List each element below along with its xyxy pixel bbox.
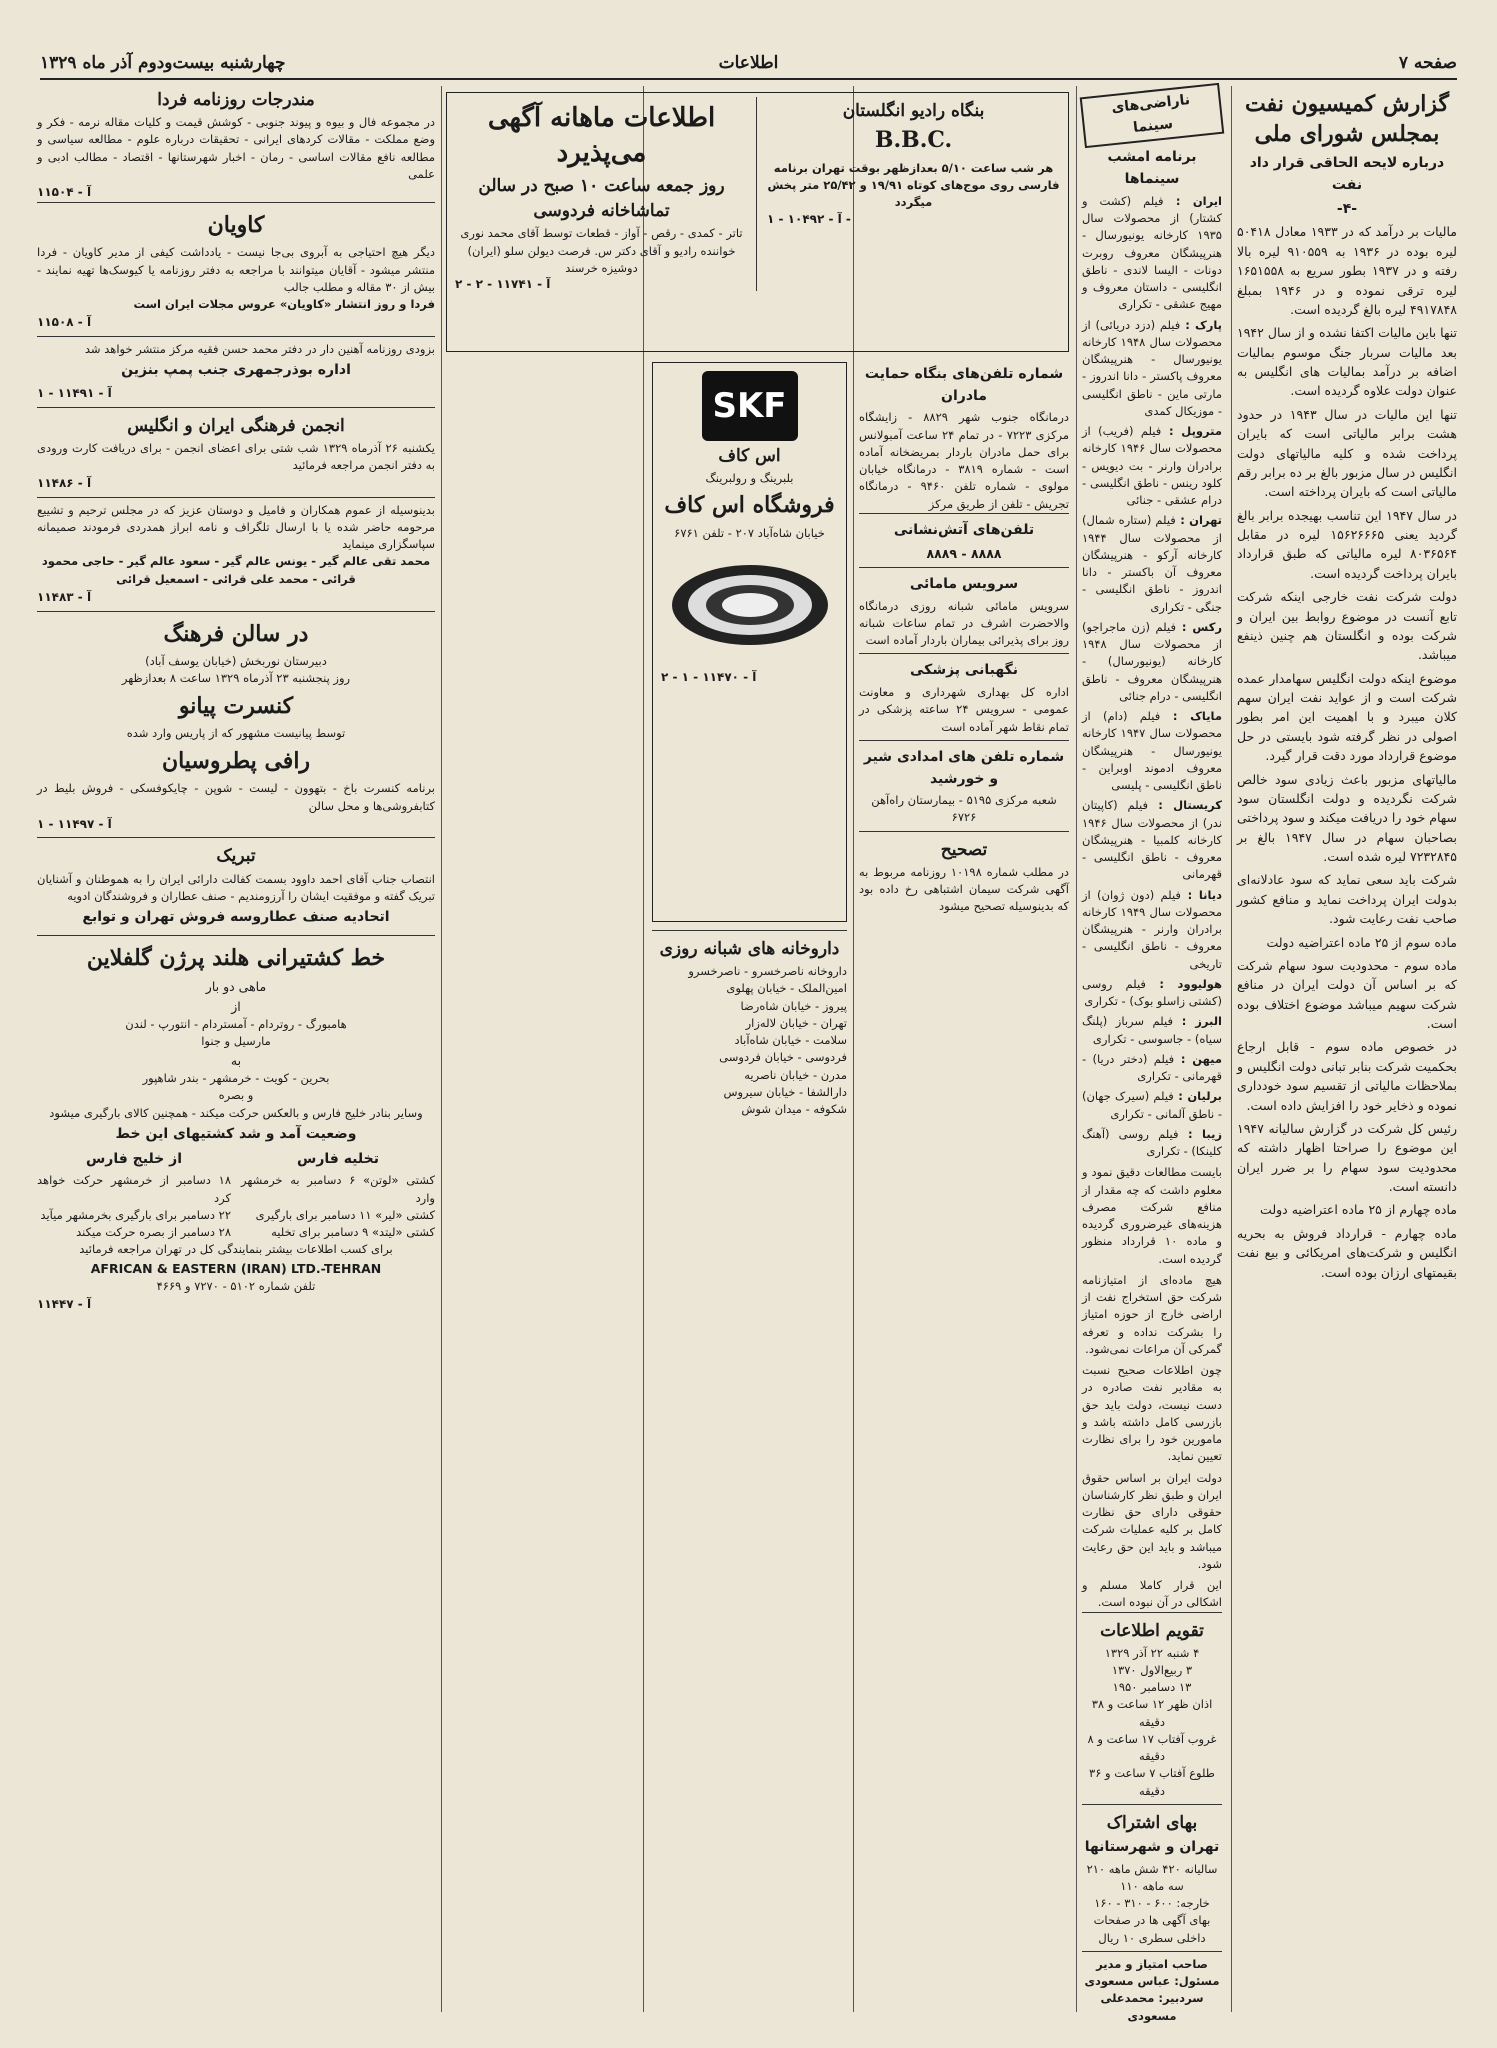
cinema-listing <box>1082 976 1222 1011</box>
shipping-to: به <box>230 1052 242 1068</box>
cinema-listing <box>1082 512 1222 616</box>
cinema-name: برلیان : <box>1173 1089 1222 1104</box>
cinema-name: هولیوود : <box>1145 976 1222 991</box>
society-text: یکشنبه ۲۶ آذرماه ۱۳۲۹ شب شتی برای اعضای انجمن - برای دریافت کارت ورودی به دفتر انجمن مراجعه فرمائید <box>37 440 435 472</box>
cinema-film: فیلم (دام) از محصولات سال ۱۹۴۷ کارخانه یونیورسال - هنرپیشگان معروف ادموند اوبراین - ناطق انگلیسی - پلیسی <box>1082 709 1222 792</box>
society-title: انجمن فرهنگی ایران و انگلیس <box>127 415 345 436</box>
contents-title: مندرجات روزنامه فردا <box>157 90 315 110</box>
bbc-text: هر شب ساعت ۵/۱۰ بعدازظهر بوقت تهران برنامه فارسی روی موج‌های کوتاه ۱۹/۹۱ و ۲۵/۴۲ متر پخش میگردد <box>767 160 1060 210</box>
page-header <box>40 48 1457 80</box>
shipping-ports: بحرین - کویت - خرمشهر - بندر شاهپور <box>142 1071 330 1086</box>
calendar-line: طلوع آفتاب ۷ ساعت و ۳۶ دقیقه <box>1089 1766 1215 1798</box>
society-code: آ - ۱۱۴۸۶ <box>37 476 92 491</box>
gulf-to-list <box>241 1172 435 1241</box>
shipping-from: از <box>231 998 241 1014</box>
cinema-column-paragraph: هیچ ماده‌ای از امتیازنامه شرکت حق استخراج نفت از اراضی خارج از حوزه امتیاز را بشرکت نداده و تعرفه گمرکی آن مراعات نمی‌شود. <box>1082 1272 1222 1356</box>
shipping-title: خط کشتیرانی هلند پرژن گلفلاین <box>86 944 386 971</box>
cinema-film: فیلم (کاپیتان ندر) از محصولات سال ۱۹۴۶ کارخانه کلمبیا - هنرپیشگان معروف - ناطق انگلیسی - قهرمانی <box>1082 798 1222 882</box>
piano-title: کنسرت پیانو <box>178 692 294 719</box>
culture-date: روز پنجشنبه ۲۳ آذرماه ۱۳۲۹ ساعت ۸ بعدازظهر <box>121 671 351 686</box>
cinema-listing <box>1082 1088 1222 1123</box>
gulf-to-item: کشتی «لیتد» ۹ دسامبر برای تخلیه <box>271 1225 435 1240</box>
shipping-ports: مارسیل و جنوا <box>201 1034 271 1049</box>
gulf-from-item: ۱۸ دسامبر از خرمشهر حرکت خواهد کرد <box>37 1173 231 1205</box>
medical-guard-title: نگهبانی پزشکی <box>910 662 1018 679</box>
cinema-column-body <box>1082 1164 1222 1611</box>
cinema-column-paragraph: بایست مطالعات دقیق نمود و معلوم داشت که چه مقدار از منافع شرکت مصرف هزینه‌های غیرضروری گردیده و ماده ۱۰ قرارداد منظور گردیده است. <box>1082 1165 1222 1266</box>
gulf-from-title: از خلیج فارس <box>85 1151 183 1168</box>
cinema-column <box>1082 86 1223 2023</box>
maternity-text: درمانگاه جنوب شهر ۸۸۲۹ - زایشگاه مرکزی ۷۲۲۳ - در تمام ۲۴ ساعت آمبولانس برای حمل مادران باردار بمریضخانه آماده است - شماره ۳۸۱۹ - درمانگاه خیابان مولوی - شماره تلفن ۹۴۶۰ - درمانگاه تجریش - تلفن از طریق مرکز <box>859 410 1070 511</box>
cinema-column-paragraph: چون اطلاعات صحیح نسبت به مقادیر نفت صادره در دست نیست، دولت باید حق بازرسی کامل داشته باشد و مامورین خود را برای نظارت تعیین نماید. <box>1082 1363 1222 1464</box>
cinema-name: البرز : <box>1172 1014 1222 1029</box>
shipping-note: وسایر بنادر خلیج فارس و بالعکس حرکت میکند - همچنین کالای بارگیری میشود <box>49 1105 423 1120</box>
weekly-text: بزودی روزنامه آهنین دار در دفتر محمد حسن فقیه مرکز منتشر خواهد شد <box>84 341 435 356</box>
subscription-sub: تهران و شهرستانها <box>1084 1838 1220 1855</box>
oil-report-paragraph: در خصوص ماده سوم - قابل ارجاع بحکمیت شرکت بنابر تبانی دولت انگلیس و بملاحظات مالیاتی از تقسیم سود خودداری نموده و ذخایر خود را افزایش داده است. <box>1237 1039 1457 1113</box>
gulf-to-item: کشتی «لیر» ۱۱ دسامبر برای بارگیری <box>255 1207 435 1222</box>
cinema-name: زیبا : <box>1178 1126 1223 1141</box>
calendar-line: غروب آفتاب ۱۷ ساعت و ۸ دقیقه <box>1087 1731 1217 1764</box>
fire-phones-title: تلفن‌های آتش‌نشانی <box>893 521 1035 538</box>
correction-text: در مطلب شماره ۱۰۱۹۸ روزنامه مربوط به آگهی شرکت سیمان اشتباهی رخ داده بود که بدینوسیله تصحیح میشود <box>859 864 1069 914</box>
congrats-text: انتصاب جناب آقای احمد داوود بسمت کفالت دارائی ایران را به هموطنان و آشنایان تبریک گفته و موفقیت ایشان را آرزومندیم - صنف عطاران و فروشندگان ادویه <box>37 871 435 903</box>
oil-report-paragraph: دولت شرکت نفت خارجی اینکه شرکت تابع آنست در موضوع روابط بین ایران و شرکت بوده و انگلستان هم چنین ذینفع میباشد. <box>1237 589 1457 663</box>
cinema-listing <box>1082 887 1222 973</box>
pianist-name: رافی پطروسیان <box>161 747 311 774</box>
pharmacy-item: شکوفه - میدان شوش <box>741 1102 847 1117</box>
calendar-title: تقویم اطلاعات <box>1100 1620 1204 1641</box>
column-rule <box>643 86 644 2012</box>
owner-line: صاحب امتیاز و مدیر مسئول: عباس مسعودی <box>1084 1956 1220 1989</box>
skf-address: خیابان شاه‌آباد ۲۰۷ - تلفن ۶۷۶۱ <box>674 526 825 541</box>
thanks-names: محمد تقی عالم گیر - یونس عالم گیر - سعود عالم گیر - حاجی محمود قرائی - محمد علی قرائی - اسمعیل قرائی <box>41 554 431 586</box>
culture-sub: دبیرستان نوربخش (خیابان یوسف آباد) <box>145 654 327 669</box>
contents-code: آ - ۱۱۵۰۴ <box>37 185 92 200</box>
cinema-listing <box>1082 1126 1222 1161</box>
oil-report-paragraph: تنها باین مالیات اکتفا نشده و از سال ۱۹۴۲ بعد مالیات سربار جنگ موسوم بمالیات اضافه بر درآمد بمالیات های انگلیس به عنوان دولت علاوه گردیده است. <box>1237 325 1457 399</box>
piano-code: آ - ۱۱۴۹۷ - ۱ <box>37 816 112 831</box>
cinema-list <box>1082 193 1222 1161</box>
cinema-title: برنامه امشب سینماها <box>1107 149 1197 188</box>
monthly-ad-line1: روز جمعه ساعت ۱۰ صبح در سالن <box>478 176 725 197</box>
cinema-film: فیلم سرباز (پلنگ سیاه) - جاسوسی - تکراری <box>1082 1014 1222 1046</box>
cinema-listing <box>1082 1013 1222 1048</box>
office-text: اداره بوذرجمهری جنب پمپ بنزین <box>121 362 351 379</box>
calendar-line: اذان ظهر ۱۲ ساعت و ۳۸ دقیقه <box>1091 1697 1213 1729</box>
pharmacy-item: دارالشفا - خیابان سیروس <box>723 1084 847 1099</box>
calendar-list <box>1082 1645 1222 1800</box>
cinema-listing <box>1082 797 1222 883</box>
cinema-column-paragraph: این قرار کاملا مسلم و اشکالی در آن نبوده است. <box>1082 1578 1222 1610</box>
monthly-ad-title: اطلاعات ماهانه آگهی می‌پذیرد <box>487 103 716 169</box>
contents-text: در مجموعه فال و بیوه و پیوند جنوبی - کوشش قیمت و کلیات مقاله نرمه - فکر و وضع مملکت - مقالات کردهای ایرانی - تحقیقات درباره علوم - مطالعه سیاسی و مطالعه نافع مقالات اساسی - رمان - اخبار شهرستانها - اقتصاد - مطالب ادبی و علمی <box>37 115 435 181</box>
skf-name: اس کاف <box>718 446 781 466</box>
cinema-name: متروپل : <box>1161 424 1223 438</box>
calendar-line: ۳ ربیع‌الاول ۱۳۷۰ <box>1111 1662 1193 1677</box>
cinema-film: فیلم (فریب) از محصولات سال ۱۹۴۶ کارخانه برادران وارنر - بت دیویس - کلود رینس - ناطق انگلیسی - درام عشقی - جنائی <box>1082 424 1222 507</box>
monthly-ad-code: آ - ۱۱۷۴۱ - ۲ - ۲ <box>455 277 551 292</box>
calendar-line: ۴ شنبه ۲۲ آذر ۱۳۲۹ <box>1104 1645 1200 1660</box>
oil-report-paragraph: مالیات بر درآمد که در ۱۹۳۳ معادل ۵۰۴۱۸ لیره بوده در ۱۹۳۶ به ۹۱۰۵۵۹ لیره بالا رفته و در ۱۹۳۷ بطور سریع به ۱۶۵۱۵۵۸ لیره ترقی نموده و در ۱۹۴۶ بمبلغ ۴۹۱۷۸۴۸ لیره بالغ گردیده است. <box>1237 224 1457 317</box>
cinema-film: فیلم (دون ژوان) از محصولات سال ۱۹۴۹ کارخانه برادران وارنر - هنرپیشگان معروف - ناطق انگلیسی - تاریخی <box>1082 887 1222 971</box>
oil-report-part: -۴- <box>1336 200 1358 217</box>
agent-code: آ - ۱۱۴۴۷ <box>37 1297 92 1312</box>
column-rule <box>853 86 854 2012</box>
cinema-film: فیلم روسی (کشتی زاسلو بوک) - تکراری <box>1082 976 1222 1008</box>
midwife-text: سرویس مامائی شبانه روزی درمانگاه والاحضرت اشرف در تمام ساعات شبانه روز برای پذیرائی بیماران باردار آماده است <box>859 598 1069 648</box>
congrats-title: تبریک <box>216 846 256 867</box>
skf-desc: بلبرینگ و رولبرینگ <box>705 471 794 486</box>
agent-latin: AFRICAN & EASTERN (IRAN) LTD.-TEHRAN <box>90 1260 382 1276</box>
culture-title: در سالن فرهنگ <box>163 620 309 647</box>
fire-phones: ۸۸۸۸ - ۸۸۸۹ <box>926 545 1002 561</box>
cinema-name: ایران : <box>1163 193 1222 208</box>
oil-report-column <box>1237 86 1457 2012</box>
oil-report-title: گزارش کمیسیون نفت بمجلس شورای ملی <box>1245 91 1449 147</box>
shipping-status: وضعیت آمد و شد کشتیهای این خط <box>115 1125 357 1142</box>
subscription-title: بهای اشتراک <box>1106 1812 1198 1833</box>
cinema-listing <box>1082 708 1222 794</box>
correction-title: تصحیح <box>940 839 988 860</box>
bbc-latin: B.B.C. <box>874 127 953 154</box>
kaviyan-code: آ - ۱۱۵۰۸ <box>37 315 92 330</box>
oil-report-paragraph: شرکت باید سعی نماید که سود عادلانه‌ای بدولت ایران پرداخت نماید و منافع کشور صاحب نفت رعایت شود. <box>1237 872 1457 927</box>
oil-report-paragraph: ماده چهارم - قرارداد فروش به بحریه انگلیس و شرکت‌های امریکائی و بیع نفت بقیمتهای ارزان بوده است. <box>1237 1225 1457 1280</box>
pharmacy-item: پیروز - خیابان شاه‌رضا <box>740 998 847 1013</box>
office-code: آ - ۱۱۴۹۱ - ۱ <box>37 385 112 400</box>
paper-name: اطلاعات <box>718 53 779 73</box>
gulf-to-item: کشتی «لوتن» ۶ دسامبر به خرمشهر وارد <box>241 1173 436 1205</box>
piano-text: برنامه کنسرت باخ - بتهوون - لیست - شوپن - چایکوفسکی - فروش بلیط در کتابفروشی‌ها و محل سالن <box>37 781 435 813</box>
pharmacy-item: مدرن - خیابان ناصریه <box>744 1067 847 1082</box>
oil-report-paragraph: ماده سوم - محدودیت سود سهام شرکت که بر اساس آن دولت ایران در منافع شرکت سهیم میباشد موضوع اختلاف بوده است. <box>1237 957 1457 1032</box>
cinema-film: فیلم (دزد دریائی) از محصولات سال ۱۹۴۸ کارخانه یونیورسال - هنرپیشگان معروف پاکستر - دانا اندروز - مارتی ماین - ناطق انگلیسی - موزیکال کمدی <box>1082 317 1222 418</box>
cinema-film: فیلم (ستاره شمال) از محصولات سال ۱۹۴۴ کارخانه آرکو - هنرپیشگان معروف آن باکستر - دانا اندروز - ناطق انگلیسی - جنگی - تکراری <box>1082 513 1222 614</box>
cinema-name: مایاک : <box>1160 709 1222 723</box>
services-column <box>859 362 1069 2012</box>
cinema-listing <box>1082 193 1222 314</box>
cinema-film: فیلم (کشت و کشتار) از محصولات سال ۱۹۳۵ کارخانه یونیورسال - هنرپیشگان معروف روبرت دونات - الیسا لاندی - ناطق انگلیسی - داستان معروف و مهیج عشقی - تکراری <box>1082 193 1222 312</box>
agent-text: برای کسب اطلاعات بیشتر بنمایندگی کل در تهران مراجعه فرمائید <box>79 1242 393 1257</box>
cinema-name: میهن : <box>1174 1051 1222 1066</box>
gulf-to-title: تخلیه فارس <box>297 1151 379 1168</box>
congrats-footer: اتحادیه صنف عطاروسه فروش تهران و توابع <box>82 909 390 926</box>
maternity-title: شماره تلفن‌های بنگاه حمایت مادران <box>864 366 1064 404</box>
bbc-code: آ - ۱۰۴۹۲ - ۱ - <box>767 211 851 226</box>
subscription-note: بهای آگهی ها در صفحات داخلی سطری ۱۰ ریال <box>1093 1913 1211 1945</box>
monthly-ad-line3: تاتر - کمدی - رقص - آواز - قطعات توسط آقای محمد نوری خواننده رادیو و آقای دکتر س. فرصت دیولن سلو (ایران) دوشیزه خرسند <box>460 226 743 275</box>
cinema-film: فیلم (زن ماجراجو) از محصولات سال ۱۹۴۸ کارخانه (یونیورسال) - هنرپیشگان معروف - ناطق انگلیسی - درام جنائی <box>1082 619 1222 703</box>
column-rule <box>441 86 442 2012</box>
cinema-tag: ناراضی‌های سینما <box>1080 83 1225 149</box>
piano-sub: توسط پیانیست مشهور که از پاریس وارد شده <box>126 726 346 741</box>
subscription-row: خارجه: ۶۰۰ - ۳۱۰ - ۱۶۰ <box>1094 1896 1210 1911</box>
agent-phone: تلفن شماره ۵۱۰۲ - ۷۲۷۰ و ۴۶۶۹ <box>156 1279 316 1294</box>
gulf-from-item: ۲۲ دسامبر برای بارگیری بخرمشهر میآید <box>40 1207 231 1222</box>
cinema-name: کریستال : <box>1147 798 1222 813</box>
gulf-from-list <box>37 1172 231 1241</box>
thanks-text: بدینوسیله از عموم همکاران و فامیل و دوستان عزیز که در مجلس ترحیم و تشییع مرحومه حاضر شده یا با ارسال تلگراف و نامه ابراز همدردی فرمودند صمیمانه سپاسگزاری مینماید <box>37 502 435 552</box>
cinema-name: دیانا : <box>1180 887 1223 902</box>
emergency-phones: شعبه مرکزی ۵۱۹۵ - بیمارستان راه‌آهن ۶۷۲۶ <box>871 793 1057 825</box>
oil-report-paragraph: در سال ۱۹۴۷ این تناسب بهیجده برابر بالغ گردید یعنی ۱۵۶۲۶۶۶۵ لیره در مقابل ۸۰۳۶۵۶۴ لیره مالیاتی که طبق قرارداد بایران پرداخت گردیده است. <box>1237 507 1457 581</box>
bearing-icon <box>665 550 835 660</box>
kaviyan-title: کاویان <box>207 211 265 238</box>
pharmacies-title: داروخانه های شبانه روزی <box>659 939 840 959</box>
cinema-name: رکس : <box>1175 619 1222 634</box>
cinema-column-paragraph: دولت ایران بر اساس حقوق ایران و طبق نظر کارشناسان حقوقی دارای حق نظارت کامل بر کلیه عملیات شرکت میباشد و باید این حق رعایت شود. <box>1082 1470 1222 1571</box>
oil-report-paragraph: مالیاتهای مزبور باعث زیادی سود خالص شرکت نگردیده و دولت انگلستان سود سهام خود را دریافت میکند و سود پرداختی بصاحبان سهام در سال ۱۹۴۷ بالغ بر ۷۲۳۲۸۴۵ لیره شده است. <box>1237 771 1457 865</box>
oil-report-paragraph: موضوع اینکه دولت انگلیس سهامدار عمده شرکت است و از عواید نفت ایران سهم کلان میبرد و با اهمیت این امر بطور اصولی در نظر گرفته شود بایستی در حل موضوع قرارداد مورد دقت قرار گیرد. <box>1237 670 1457 764</box>
pharmacy-item: داروخانه ناصرخسرو - ناصرخسرو <box>688 964 847 979</box>
shipping-ports: و بصره <box>218 1088 254 1103</box>
monthly-ad-line2: تماشاخانه فردوسی <box>533 201 670 222</box>
pharmacy-item: فردوسی - خیابان فردوسی <box>719 1050 847 1065</box>
editor-line: سردبیر: محمدعلی مسعودی <box>1100 1991 1204 2023</box>
subscription-row: سالیانه ۴۲۰ شش ماهه ۲۱۰ سه ماهه ۱۱۰ <box>1086 1861 1218 1893</box>
column-rule <box>1231 86 1232 2012</box>
issue-date: چهارشنبه بیست‌ودوم آذر ماه ۱۳۲۹ <box>40 53 286 73</box>
pharmacy-item: تهران - خیابان لاله‌زار <box>745 1015 847 1030</box>
cinema-name: تهران : <box>1175 513 1222 528</box>
pharmacy-item: سلامت - خیابان شاه‌آباد <box>734 1033 847 1048</box>
cinema-listing <box>1082 619 1222 705</box>
page-number: صفحه ۷ <box>1398 53 1457 73</box>
thanks-code: آ - ۱۱۴۸۳ <box>37 589 92 604</box>
kaviyan-text: دیگر هیچ احتیاجی به آبروی بی‌جا نیست - یادداشت کیفی از مدیر کاویان - فردا منتشر میشود - آقایان میتوانند با مراجعه به دفتر روزنامه یا کیوسک‌ها تهیه نمایند - بیش از ۳۰ مقاله و مطلب جالب <box>37 245 435 294</box>
oil-report-paragraph: تنها این مالیات در سال ۱۹۴۳ در حدود هشت برابر مالیاتی است که بایران پرداخت شده و کلیه مالیاتهای دولت انگلیس در سال مزبور بالغ بر ده برابر رقم مالیاتی است که بایران پرداخته است. <box>1237 406 1457 500</box>
medical-guard-text: اداره کل بهداری شهرداری و معاونت عمومی - سرویس ۲۴ ساعته پزشکی در تمام نقاط شهر آماده است <box>859 685 1069 734</box>
monthly-ad-box <box>446 92 1069 352</box>
cinema-film: فیلم (دختر دریا) - قهرمانی - تکراری <box>1082 1051 1222 1083</box>
cinema-name: پارک : <box>1180 317 1223 332</box>
kaviyan-footer: فردا و روز انتشار «کاویان» عروس مجلات ایران است <box>133 297 435 312</box>
calendar-line: ۱۳ دسامبر ۱۹۵۰ <box>1112 1680 1192 1695</box>
skf-shop: فروشگاه اس کاف <box>664 492 835 519</box>
oil-report-body <box>1237 222 1457 1282</box>
cinema-film: فیلم روسی (آهنگ کلینکا) - تکراری <box>1082 1126 1222 1158</box>
cinema-listing <box>1082 317 1222 421</box>
skf-column <box>652 362 847 2012</box>
gulf-from-item: ۲۸ دسامبر از بصره حرکت میکند <box>76 1225 231 1240</box>
oil-report-paragraph: ماده سوم از ۲۵ ماده اعتراضیه دولت <box>1266 934 1457 950</box>
shipping-ports: هامبورگ - روتردام - آمستردام - انتورپ - لندن <box>125 1017 347 1032</box>
oil-report-paragraph: رئیس کل شرکت در گزارش سالیانه ۱۹۴۷ این موضوع را صراحتا اظهار داشته که محدودیت سود سهام را بر ضرر ایران دانسته است. <box>1237 1120 1457 1195</box>
ads-column <box>37 86 435 2012</box>
cinema-listing <box>1082 423 1222 509</box>
emergency-title: شماره تلفن های امدادی شیر و خورشید <box>863 748 1065 787</box>
shipping-sub: ماهی دو بار <box>205 979 267 995</box>
bbc-title: بنگاه رادیو انگلستان <box>842 101 985 121</box>
column-rule <box>1076 86 1077 2012</box>
cinema-film: فیلم (سیرک جهان) - ناطق آلمانی - تکراری <box>1082 1089 1222 1121</box>
oil-report-subtitle: درباره لایحه الحاقی قرار داد نفت <box>1249 155 1445 194</box>
skf-code: آ - ۱۱۴۷۰ - ۱ - ۲ <box>661 670 757 685</box>
skf-ad <box>652 362 847 922</box>
pharmacy-item: امین‌الملک - خیابان پهلوی <box>726 981 847 996</box>
midwife-title: سرویس مامائی <box>909 575 1019 592</box>
skf-logo: SKF <box>702 371 798 441</box>
oil-report-paragraph: ماده چهارم از ۲۵ ماده اعتراضیه دولت <box>1260 1202 1457 1218</box>
cinema-listing <box>1082 1051 1222 1086</box>
pharmacies-list <box>652 963 847 1118</box>
